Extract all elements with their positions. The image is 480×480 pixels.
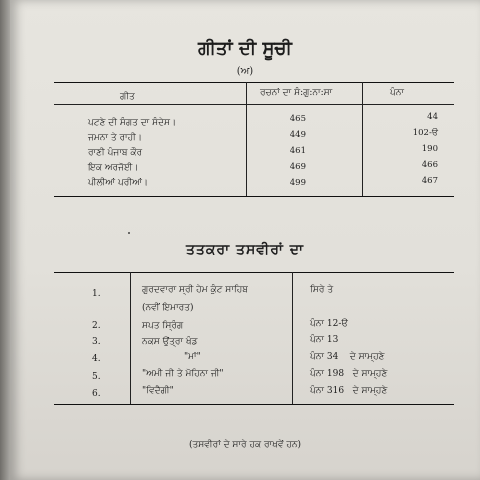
picture-name: "ਮਾਂ" <box>184 352 201 362</box>
picture-location: ਪੰਨਾ 198 ਦੇ ਸਾਮ੍ਹਣੇ <box>310 369 388 379</box>
song-page: 190 <box>421 144 438 154</box>
picture-location: ਸਿਰੇ ਤੇ <box>310 285 334 295</box>
song-page: 466 <box>421 160 438 170</box>
song-year: 499 <box>289 178 306 188</box>
table-bottom-rule <box>54 196 454 197</box>
song-year: 469 <box>289 162 306 172</box>
picture-location: ਪੰਨਾ 12-ੳ <box>310 319 348 329</box>
pictures-title: ਤਤਕਰਾ ਤਸਵੀਰਾਂ ਦਾ <box>185 242 305 258</box>
songs-subtitle: (ਅ) <box>236 66 254 77</box>
picture-name: ਨਕਸ ਉਂਤ੍ਰਾ ਖੰਡ <box>142 337 198 347</box>
pictures-col-divider <box>292 272 293 404</box>
header-year: ਰਚਨਾਂ ਦਾ ਸੰ:ਗੁ:ਨਾ:ਸਾ <box>260 88 333 98</box>
rights-note: (ਤਸਵੀਰਾਂ ਦੇ ਸਾਰੇ ਹਕ ਰਾਖਵੇਂ ਹਨ) <box>189 440 301 450</box>
picture-number: 4. <box>92 354 101 364</box>
song-page: 467 <box>421 176 438 186</box>
picture-location: ਪੰਨਾ 316 ਦੇ ਸਾਮ੍ਹਣੇ <box>310 386 388 396</box>
picture-number: 1. <box>92 289 101 299</box>
header-song: ਗੀਤ <box>120 92 135 102</box>
pictures-col-divider <box>130 272 131 404</box>
picture-name: ਗੁਰਦਵਾਰਾ ਸ੍ਰੀ ਹੇਮ ਕੁੰਟ ਸਾਹਿਬ <box>142 285 248 295</box>
picture-number: 5. <box>92 372 101 382</box>
song-name: ਜਮਨਾ ਤੇ ਰਾਹੀ। <box>88 133 142 143</box>
song-page: 102-ੳ <box>412 128 438 138</box>
song-name: ਇਕ ਅਰਜੋਈ। <box>88 163 139 173</box>
book-page <box>10 0 480 480</box>
picture-number: 3. <box>92 337 101 347</box>
picture-name: ਸਪਤ ਸ੍ਰਿੰਗ <box>142 321 184 331</box>
table-header-rule <box>54 104 454 105</box>
song-name: ਰਾਣੀ ਪੰਜਾਬ ਕੌਰ <box>88 148 143 158</box>
songs-title: ਗੀਤਾਂ ਦੀ ਸੂਚੀ <box>198 38 292 59</box>
pictures-top-rule <box>54 272 454 273</box>
song-name: ਪੀਲੀਆਂ ਪਰੀਆਂ। <box>88 178 148 188</box>
book-spine-shadow <box>0 0 10 480</box>
picture-number: 2. <box>92 321 101 331</box>
song-name: ਪਟਣੇ ਦੀ ਸੰਗਤ ਦਾ ਸੰਦੇਸ। <box>88 118 177 128</box>
table-col-divider <box>246 82 247 196</box>
song-year: 449 <box>289 130 306 140</box>
picture-name: "ਵਿਦੈਗੀ" <box>142 386 174 396</box>
picture-location: ਪੰਨਾ 34 ਦੇ ਸਾਮ੍ਹਣੇ <box>310 352 385 362</box>
picture-location: ਪੰਨਾ 13 <box>310 335 339 345</box>
table-top-rule <box>54 82 454 83</box>
pictures-bottom-rule <box>54 404 454 405</box>
stray-mark <box>128 232 130 234</box>
picture-name-note: (ਨਵੀਂ ਇਮਾਰਤ) <box>142 303 194 313</box>
song-year: 465 <box>289 114 306 124</box>
song-page: 44 <box>427 112 438 122</box>
picture-number: 6. <box>92 389 101 399</box>
header-page: ਪੰਨਾ <box>390 88 405 98</box>
picture-name: "ਅਮੀ ਜੀ ਤੇ ਮੋਹਿਨਾ ਜੀ" <box>142 369 224 379</box>
song-year: 461 <box>289 146 306 156</box>
table-col-divider <box>362 82 363 196</box>
